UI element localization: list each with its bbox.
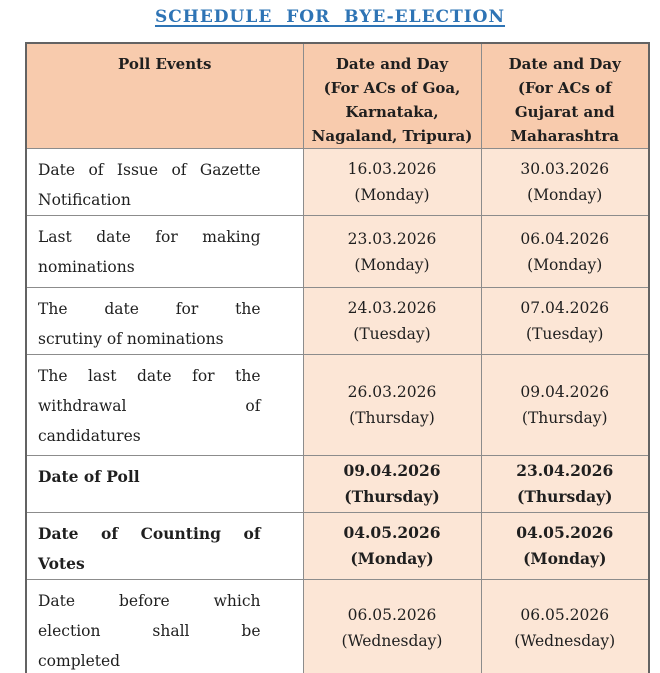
date-value: 06.05.2026	[347, 606, 437, 624]
goa-date-cell	[303, 580, 481, 673]
event-line: Date before which	[38, 592, 261, 610]
day-value: (Monday)	[354, 255, 430, 274]
table-row-scrutiny	[26, 288, 649, 355]
table-row-date-of-poll	[26, 456, 649, 513]
day-value: (Thursday)	[521, 409, 608, 427]
header-line: Date and Day	[508, 55, 621, 73]
day-value: (Monday)	[527, 186, 603, 204]
header-line: Maharashtra	[510, 127, 619, 145]
date-value: 07.04.2026	[520, 299, 610, 317]
header-line: Date and Day	[335, 55, 449, 73]
header-goa-group	[303, 43, 481, 149]
header-line: (For ACs of	[517, 79, 612, 97]
event-cell	[26, 513, 303, 580]
event-line: candidatures	[38, 427, 141, 445]
event-cell	[26, 456, 303, 513]
day-value: (Tuesday)	[526, 325, 604, 343]
date-value: 24.03.2026	[347, 299, 437, 317]
event-cell	[26, 288, 303, 355]
event-line: Date of Issue of Gazette	[38, 161, 261, 179]
goa-date-cell	[303, 456, 481, 513]
event-line: Votes	[38, 554, 85, 573]
header-poll-events: Poll Events	[26, 43, 303, 149]
header-gujarat-group	[481, 43, 649, 149]
gujarat-date-cell	[481, 216, 649, 288]
table-row-withdrawal	[26, 355, 649, 456]
event-line: The last date for the	[38, 367, 261, 385]
day-value: (Thursday)	[344, 487, 440, 506]
event-cell	[26, 216, 303, 288]
event-cell	[26, 355, 303, 456]
header-line: Nagaland, Tripura)	[311, 127, 473, 145]
goa-date-cell	[303, 288, 481, 355]
day-value: (Tuesday)	[353, 325, 431, 343]
date-value: 04.05.2026	[343, 523, 441, 542]
event-cell	[26, 580, 303, 673]
table-row-counting-of-votes	[26, 513, 649, 580]
event-line: election shall be	[38, 622, 261, 640]
date-value: 16.03.2026	[347, 160, 437, 178]
day-value: (Monday)	[527, 255, 603, 274]
goa-date-cell	[303, 513, 481, 580]
day-value: (Monday)	[523, 549, 607, 568]
header-line: Gujarat and	[514, 103, 615, 121]
date-value: 09.04.2026	[520, 383, 610, 401]
header-line: (For ACs of Goa,	[323, 79, 461, 97]
goa-date-cell	[303, 149, 481, 216]
gujarat-date-cell	[481, 355, 649, 456]
goa-date-cell	[303, 355, 481, 456]
gujarat-date-cell	[481, 456, 649, 513]
event-line: completed	[38, 652, 121, 670]
page-title: SCHEDULE FOR BYE-ELECTION	[154, 7, 506, 27]
table-row-gazette-notification	[26, 149, 649, 216]
event-line: Date of Counting of	[38, 524, 261, 543]
event-line: Notification	[38, 191, 131, 209]
day-value: (Wednesday)	[514, 632, 616, 650]
date-value: 09.04.2026	[343, 461, 441, 480]
date-value: 06.04.2026	[520, 229, 610, 248]
date-value: 06.05.2026	[520, 606, 610, 624]
date-value: 23.03.2026	[347, 229, 437, 248]
table-row-election-completed	[26, 580, 649, 673]
gujarat-date-cell	[481, 580, 649, 673]
event-line: scrutiny of nominations	[38, 330, 224, 348]
day-value: (Wednesday)	[341, 632, 443, 650]
date-value: 30.03.2026	[520, 160, 610, 178]
day-value: (Monday)	[354, 186, 430, 204]
date-value: 26.03.2026	[347, 383, 437, 401]
goa-date-cell	[303, 216, 481, 288]
event-line: The date for the	[38, 300, 261, 318]
day-value: (Thursday)	[516, 487, 613, 506]
gujarat-date-cell	[481, 513, 649, 580]
event-line: Date of Poll	[38, 467, 140, 486]
event-line: nominations	[38, 258, 135, 276]
table-row-nominations	[26, 216, 649, 288]
event-line: Last date for making	[38, 228, 261, 246]
event-cell	[26, 149, 303, 216]
table-header-row	[26, 43, 649, 149]
gujarat-date-cell	[481, 149, 649, 216]
date-value: 04.05.2026	[516, 523, 614, 542]
date-value: 23.04.2026	[516, 461, 614, 480]
day-value: (Thursday)	[349, 409, 435, 427]
header-line: Karnataka,	[345, 103, 439, 121]
schedule-table	[25, 42, 650, 673]
event-line: withdrawal of	[38, 397, 261, 415]
gujarat-date-cell	[481, 288, 649, 355]
day-value: (Monday)	[350, 549, 434, 568]
